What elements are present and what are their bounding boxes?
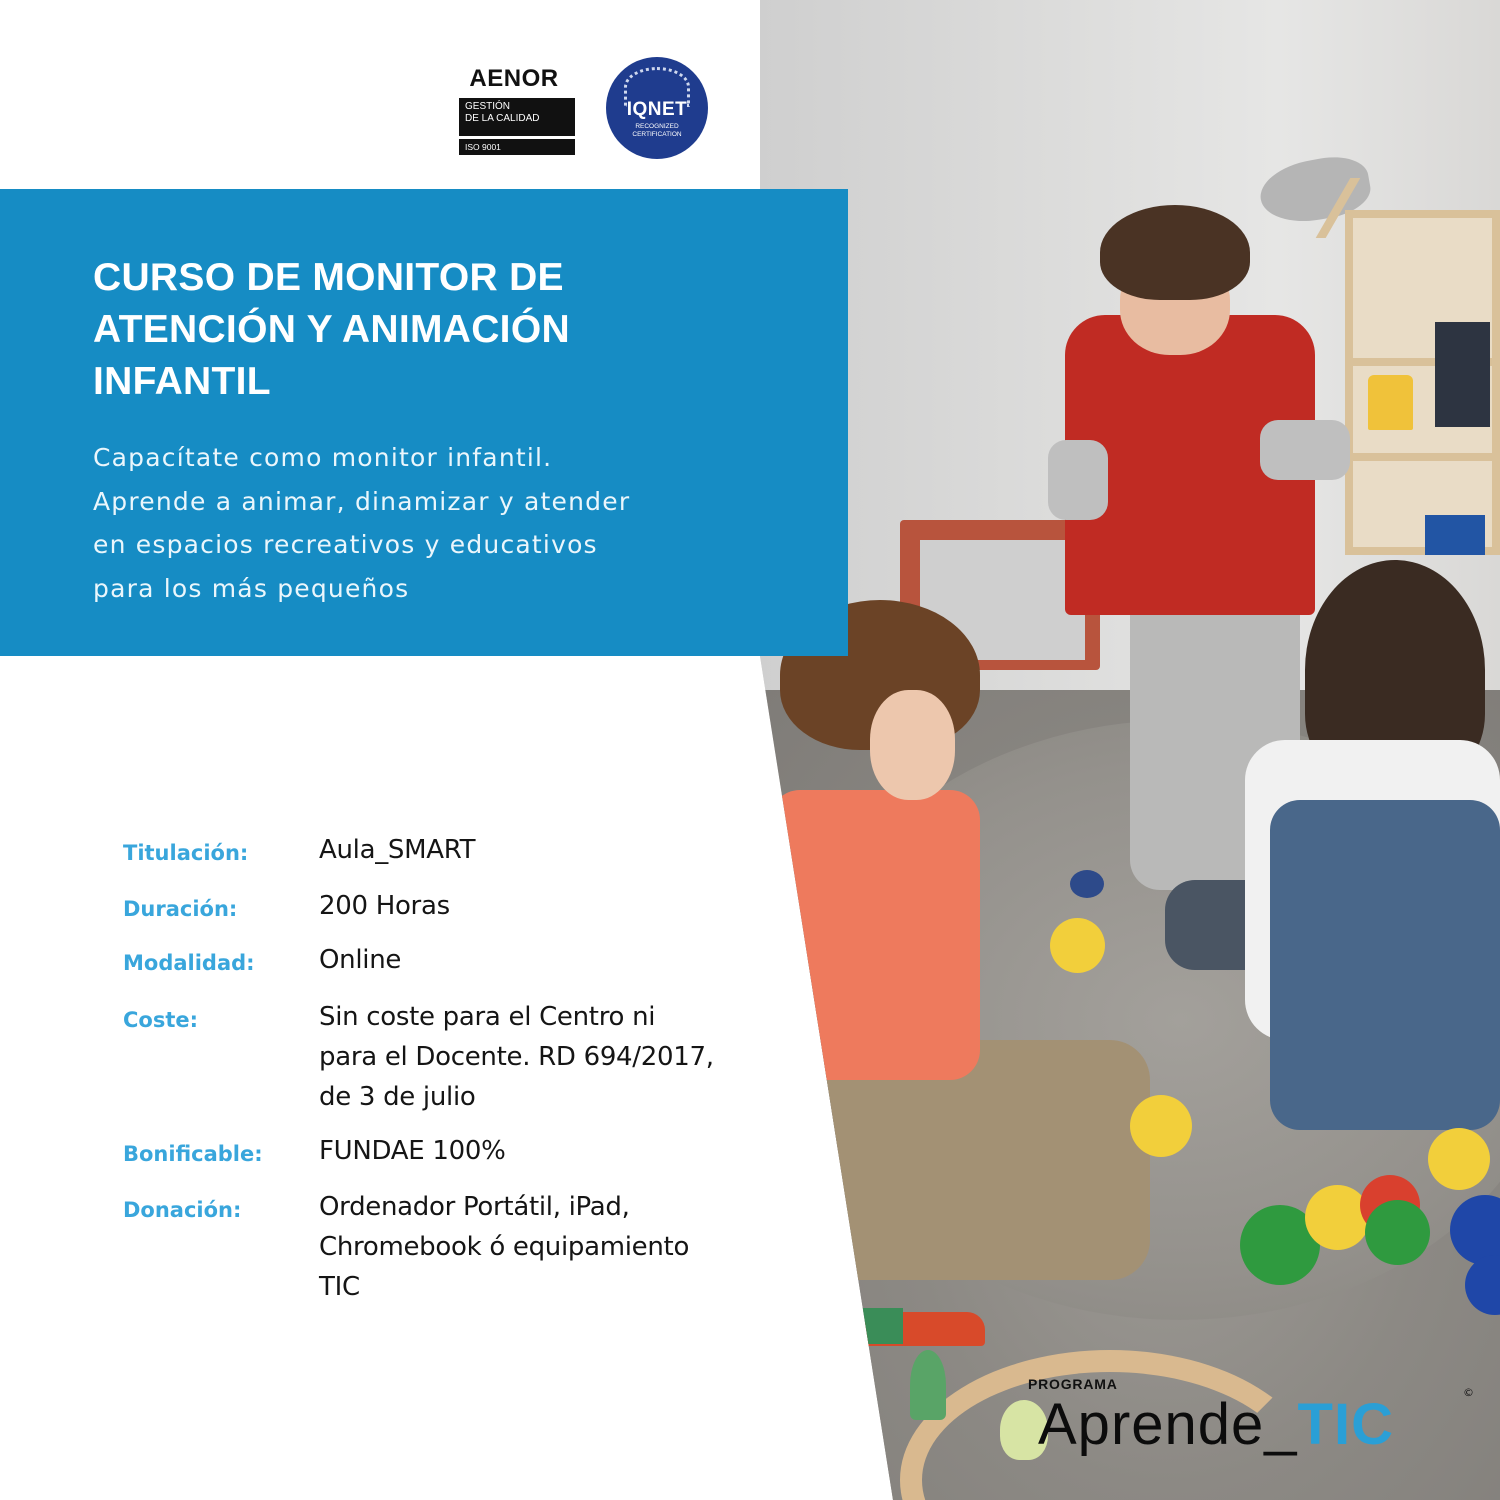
detail-row-bonificable	[123, 1131, 506, 1174]
aprende-tic-logo	[1000, 1372, 1480, 1472]
photo-ball	[1070, 870, 1104, 898]
photo-toy-tree	[910, 1350, 946, 1420]
registered-icon: ©	[1463, 1386, 1474, 1399]
photo-ball	[1428, 1128, 1490, 1190]
detail-label: Titulación:	[123, 841, 249, 865]
aenor-iso-label: ISO 9001	[459, 139, 575, 155]
detail-label: Modalidad:	[123, 951, 255, 975]
detail-row-titulacion	[123, 830, 475, 873]
detail-label: Coste:	[123, 1008, 199, 1032]
detail-value: Online	[319, 945, 402, 975]
photo-ball	[1305, 1185, 1370, 1250]
course-description: Capacítate como monitor infantil. Aprende a animar, dinamizar y atender en espacios recreativos y educativos para los más pequeños	[93, 443, 631, 603]
detail-row-duracion	[123, 886, 450, 929]
detail-value: Aula_SMART	[319, 835, 476, 865]
iqnet-name: IQNET	[626, 99, 688, 120]
detail-row-modalidad	[123, 940, 401, 983]
photo-ball	[1050, 918, 1105, 973]
detail-row-donacion	[123, 1187, 689, 1307]
photo-ball	[1130, 1095, 1192, 1157]
photo-toy-chair	[1368, 375, 1413, 430]
photo-toy-box	[1435, 322, 1490, 427]
detail-label: Donación:	[123, 1198, 242, 1222]
aenor-name: AENOR	[469, 65, 559, 92]
brand-wordmark: Aprende_TIC	[1038, 1392, 1394, 1457]
aenor-quality-box: GESTIÓN DE LA CALIDAD	[459, 98, 575, 136]
detail-label: Duración:	[123, 897, 238, 921]
iqnet-subtitle: RECOGNIZED CERTIFICATION	[632, 123, 682, 138]
photo-toy-bed	[1425, 515, 1485, 555]
detail-value: Ordenador Portátil, iPad, Chromebook ó equipamiento TIC	[319, 1192, 690, 1302]
photo-ball	[1365, 1200, 1430, 1265]
course-title: CURSO DE MONITOR DE ATENCIÓN Y ANIMACIÓN INFANTIL	[93, 256, 570, 403]
brand-prefix: PROGRAMA	[1028, 1376, 1118, 1392]
iqnet-certification-logo	[606, 57, 708, 159]
detail-value: FUNDAE 100%	[319, 1136, 506, 1166]
detail-value: 200 Horas	[319, 891, 450, 921]
brand-accent: TIC	[1297, 1392, 1394, 1457]
hero-photo	[760, 0, 1500, 1500]
detail-label: Bonificable:	[123, 1142, 263, 1166]
detail-value: Sin coste para el Centro ni para el Docente. RD 694/2017, de 3 de julio	[319, 1002, 714, 1112]
detail-row-coste	[123, 997, 714, 1117]
aenor-certification-logo	[459, 66, 575, 155]
photo-sitting-child	[770, 790, 980, 1080]
